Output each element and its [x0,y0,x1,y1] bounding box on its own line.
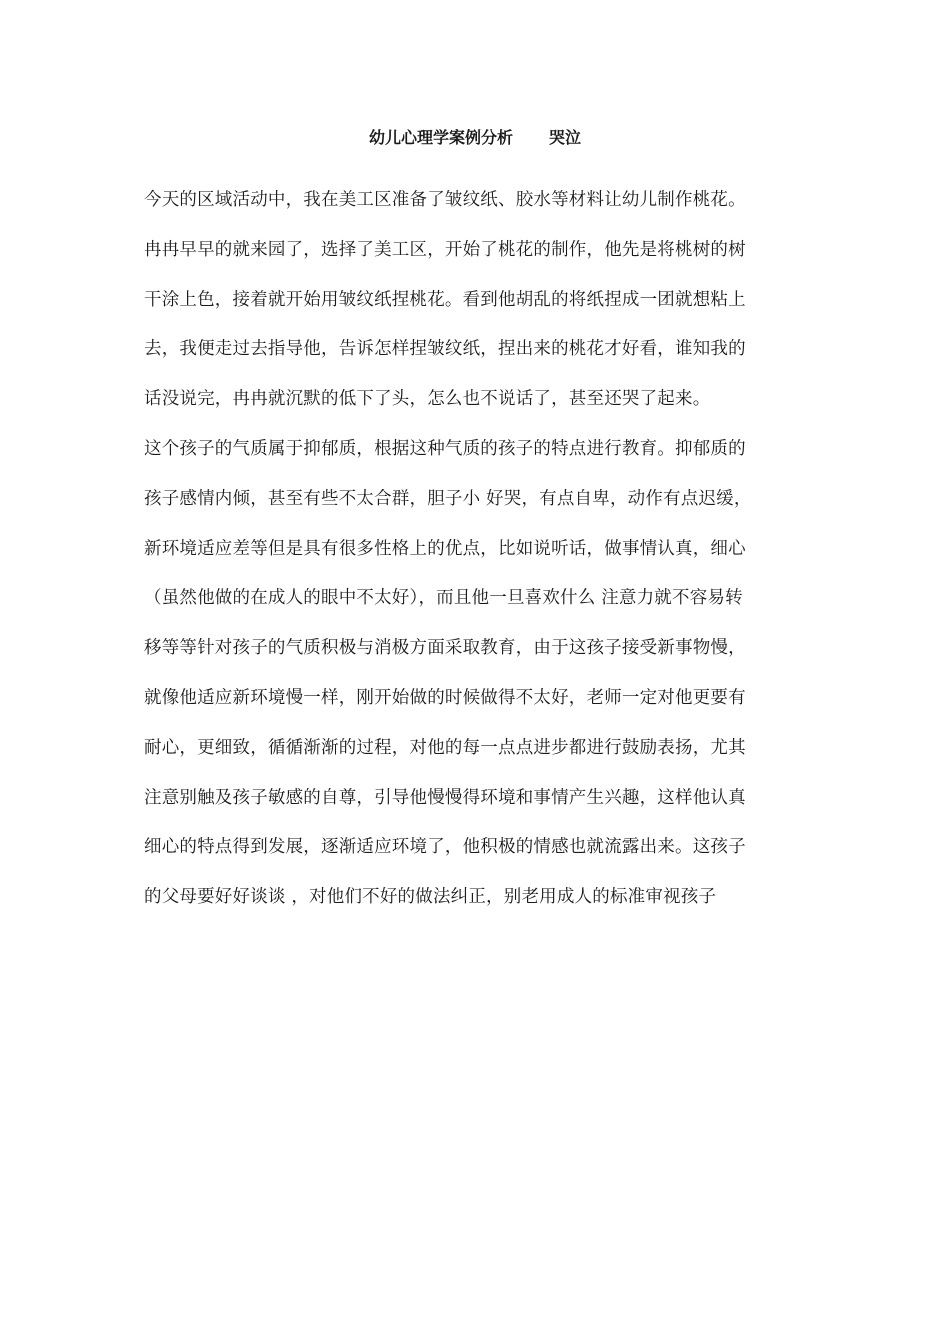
body-line: 干涂上色，接着就开始用皱纹纸捏桃花。看到他胡乱的将纸捏成一团就想粘上 [144,289,746,310]
document-title: 幼儿心理学案例分析 [368,128,513,147]
body-line: 新环境适应差等但是具有很多性格上的优点，比如说听话，做事情认真，细心 [144,538,746,559]
body-line: 今天的区域活动中，我在美工区准备了皱纹纸、胶水等材料让幼儿制作桃花。 [144,190,746,210]
body-line: 话没说完，冉冉就沉默的低下了头，怎么也不说话了，甚至还哭了起来。 [144,389,711,410]
body-line: 孩子感情内倾，甚至有些不太合群，胆子小 好哭，有点自卑，动作有点迟缓， [144,488,752,509]
body-line: 这个孩子的气质属于抑郁质，根据这种气质的孩子的特点进行教育。抑郁质的 [144,438,746,459]
body-line: 耐心，更细致，循循渐渐的过程，对他的每一点点进步都进行鼓励表扬，尤其 [144,737,746,758]
body-line: 注意别触及孩子敏感的自尊，引导他慢慢得环境和事情产生兴趣，这样他认真 [144,787,746,808]
body-line: 细心的特点得到发展，逐渐适应环境了，他积极的情感也就流露出来。这孩子 [144,837,746,858]
body-line: 冉冉早早的就来园了，选择了美工区，开始了桃花的制作，他先是将桃树的树 [144,239,746,260]
body-line: 去，我便走过去指导他，告诉怎样捏皱纹纸，捏出来的桃花才好看，谁知我的 [144,339,746,360]
document-subtitle: 哭泣 [549,128,582,147]
title-row [0,124,950,152]
body-line: 就像他适应新环境慢一样，刚开始做的时候做得不太好，老师一定对他更要有 [144,687,746,708]
body-text [144,182,806,929]
body-line: 移等等针对孩子的气质积极与消极方面采取教育，由于这孩子接受新事物慢， [144,638,746,659]
body-line: （虽然他做的在成人的眼中不太好），而且他一旦喜欢什么 注意力就不容易转 [144,588,743,609]
body-line: 的父母要好好谈谈 ，对他们不好的做法纠正，别老用成人的标准审视孩子 [144,887,717,908]
